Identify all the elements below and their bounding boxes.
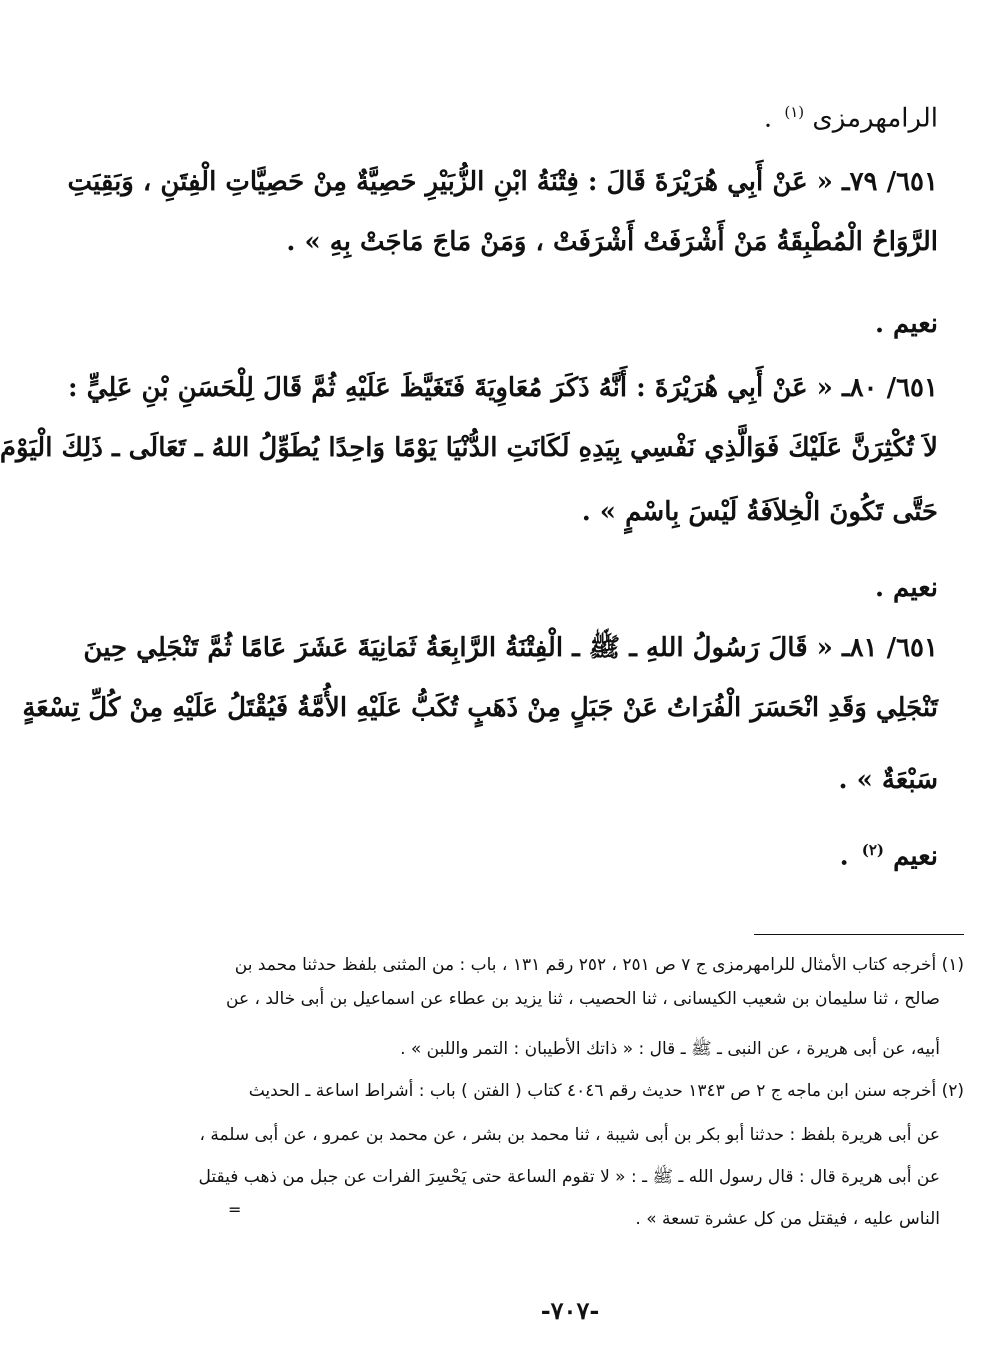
hadith-81-period: . <box>839 841 849 872</box>
hadith-80-line-3: حَتَّى تَكُونَ الْخِلاَفَةُ لَيْسَ بِاسْمٍ » . <box>581 497 938 527</box>
footnote-2-line-1: (٢) أخرجه سنن ابن ماجه ج ٢ ص ١٣٤٣ حديث رقم ٤٠٤٦ كتاب ( الفتن ) باب : أشراط اساعة ـ الحديث <box>248 1081 964 1101</box>
page-number: -٧٠٧- <box>540 1296 600 1325</box>
footnote-ref-2[interactable]: (٢) <box>861 841 884 859</box>
hadith-79-line-1: ٦٥١/ ٧٩ـ « عَنْ أَبِي هُرَيْرَةَ قَالَ : فِتْنَةُ ابْنِ الزُّبَيْرِ حَصِيَّةٌ مِنْ حَصِيَّاتِ الْفِتَنِ ، وَبَقِيَتِ <box>67 167 938 197</box>
hadith-80-line-2: لاَ تُكْثِرَنَّ عَلَيْكَ فَوَالَّذِي نَفْسِي بِيَدِهِ لَكَانَتِ الدُّنْيَا يَوْمًا وَاحِدًا يُطَوِّلُ اللهُ ـ تَعَالَى ـ ذَلِكَ الْيَوْمَ <box>0 433 938 463</box>
intro-text: الرامهرمزى <box>812 103 938 134</box>
intro-period: . <box>763 103 773 134</box>
hadith-79-source: نعيم . <box>874 309 938 339</box>
hadith-81-line-1: ٦٥١/ ٨١ـ « قَالَ رَسُولُ اللهِ ـ ﷺ ـ الْفِتْنَةُ الرَّابِعَةُ ثَمَانِيَةَ عَشَرَ عَامًا ثُمَّ تَنْجَلِي حِينَ <box>83 633 938 663</box>
hadith-81-source-line <box>176 830 938 877</box>
hadith-81-source: نعيم <box>893 841 938 872</box>
footnote-1-line-3: أبيه، عن أبى هريرة ، عن النبى ـ ﷺ ـ قال : « ذاتك الأطيبان : التمر واللبن » . <box>400 1039 940 1059</box>
footnote-ref-1[interactable]: (١) <box>784 103 805 121</box>
footnote-2-line-3: عن أبى هريرة قال : قال رسول الله ـ ﷺ ـ : « لا تقوم الساعة حتى يَحْسِرَ الفرات عن جبل من ذهب فيقتل <box>198 1167 940 1187</box>
hadith-80-source: نعيم . <box>874 573 938 603</box>
intro-line <box>176 92 938 139</box>
footnote-2-line-2: عن أبى هريرة بلفظ : حدثنا أبو بكر بن أبى شيبة ، ثنا محمد بن بشر ، عن محمد بن عمرو ، عن أبى سلمة ، <box>199 1125 940 1145</box>
footnote-separator <box>754 934 964 935</box>
hadith-81-line-3: سَبْعَةٌ » . <box>838 765 938 795</box>
stray-mark: = <box>228 1200 242 1219</box>
footnote-2-line-4: الناس عليه ، فيقتل من كل عشرة تسعة » . <box>635 1209 940 1229</box>
footnote-1-line-1: (١) أخرجه كتاب الأمثال للرامهرمزى ج ٧ ص ٢٥١ ، ٢٥٢ رقم ١٣١ ، باب : من المثنى بلفظ حدثنا محمد بن <box>234 955 964 975</box>
hadith-81-line-2: تَنْجَلِي وَقَدِ انْحَسَرَ الْفُرَاتُ عَنْ جَبَلٍ مِنْ ذَهَبٍ تُكَبُّ عَلَيْهِ الأُمَّةُ فَيُقْتَلُ عَلَيْهِ مِنْ كُلِّ تِسْعَةٍ <box>22 693 938 723</box>
hadith-79-line-2: الرَّوَاحُ الْمُطْبِقَةُ مَنْ أَشْرَفَتْ أَشْرَفَتْ ، وَمَنْ مَاجَ مَاجَتْ بِهِ » . <box>286 227 938 257</box>
footnote-1-line-2: صالح ، ثنا سليمان بن شعيب الكيسانى ، ثنا الحصيب ، ثنا يزيد بن عطاء عن اسماعيل بن أبى خالد ، عن <box>226 989 940 1009</box>
hadith-80-line-1: ٦٥١/ ٨٠ـ « عَنْ أَبِي هُرَيْرَةَ : أَنَّهُ ذَكَرَ مُعَاوِيَةَ فَتَغَيَّظَ عَلَيْهِ ثُمَّ قَالَ لِلْحَسَنِ بْنِ عَلِيٍّ : <box>68 373 938 403</box>
